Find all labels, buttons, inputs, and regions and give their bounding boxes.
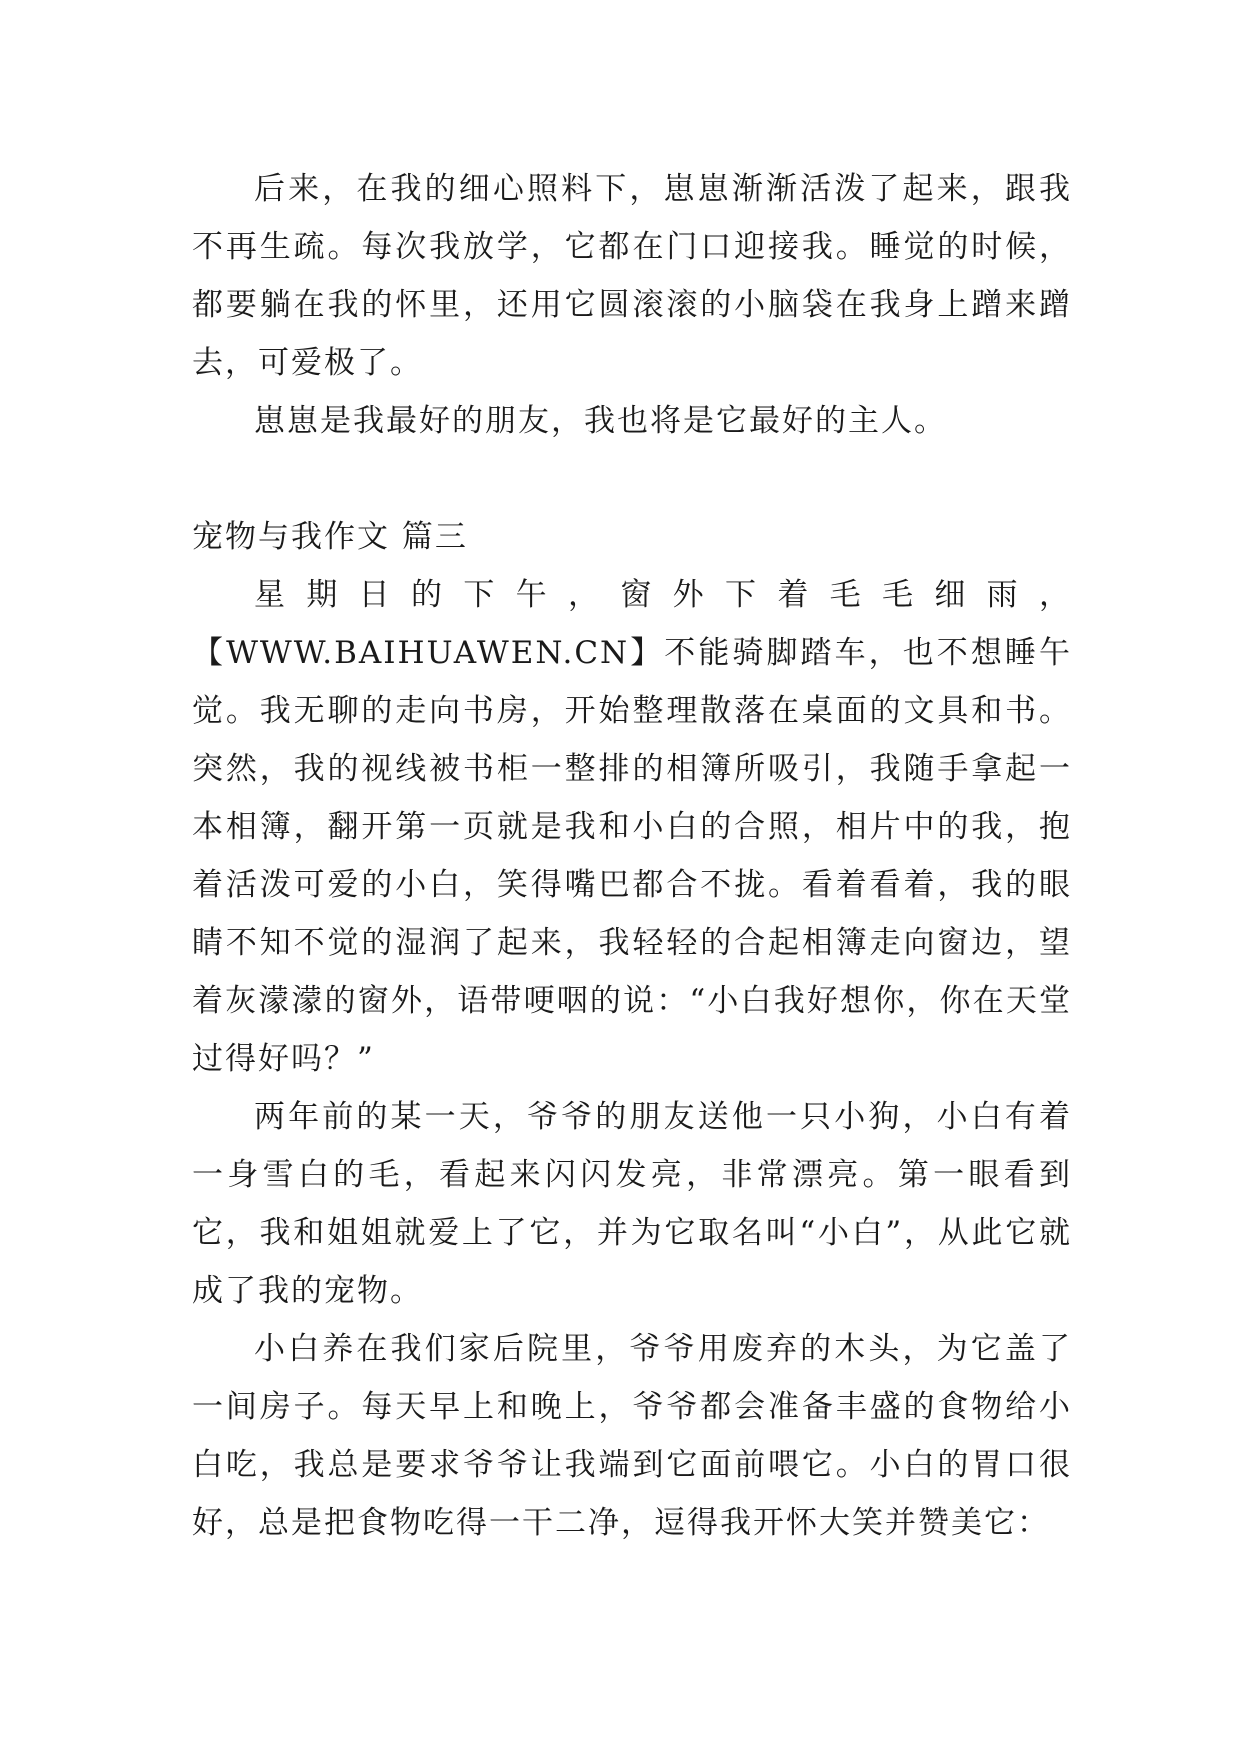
paragraph-first-line: 星期日的下午，窗外下着毛毛细雨， bbox=[254, 577, 1072, 613]
paragraph: 崽崽是我最好的朋友，我也将是它最好的主人。 bbox=[254, 403, 947, 439]
document-body bbox=[192, 160, 1072, 1552]
paragraph bbox=[192, 566, 1072, 624]
section-heading: 宠物与我作文 篇三 bbox=[192, 519, 468, 555]
paragraph: 两年前的某一天，爷爷的朋友送他一只小狗，小白有着一身雪白的毛，看起来闪闪发亮，非常漂亮。第一眼看到它，我和姐姐就爱上了它，并为它取名叫“小白”，从此它就成了我的宠物。 bbox=[192, 1099, 1072, 1309]
paragraph: 小白养在我们家后院里，爷爷用废弃的木头，为它盖了一间房子。每天早上和晚上，爷爷都会准备丰盛的食物给小白吃，我总是要求爷爷让我端到它面前喂它。小白的胃口很好，总是把食物吃得一干二净，逗得我开怀大笑并赞美它： bbox=[192, 1331, 1072, 1541]
paragraph: 后来，在我的细心照料下，崽崽渐渐活泼了起来，跟我不再生疏。每次我放学，它都在门口迎接我。睡觉的时候，都要躺在我的怀里，还用它圆滚滚的小脑袋在我身上蹭来蹭去，可爱极了。 bbox=[192, 171, 1072, 381]
paragraph-continuation: 【WWW.BAIHUAWEN.CN】不能骑脚踏车，也不想睡午觉。我无聊的走向书房，开始整理散落在桌面的文具和书。突然，我的视线被书柜一整排的相簿所吸引，我随手拿起一本相簿，翻开第一页就是我和小白的合照，相片中的我，抱着活泼可爱的小白，笑得嘴巴都合不拢。看着看着，我的眼睛不知不觉的湿润了起来，我轻轻的合起相簿走向窗边，望着灰濛濛的窗外，语带哽咽的说：“小白我好想你，你在天堂过得好吗？” bbox=[192, 635, 1072, 1077]
